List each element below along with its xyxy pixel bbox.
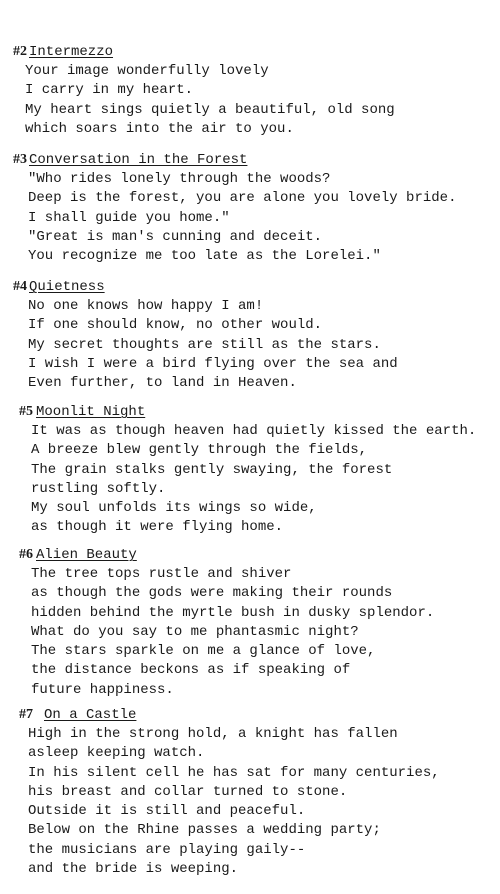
- poem-line: The stars sparkle on me a glance of love,: [31, 643, 376, 660]
- poem-heading: [0, 402, 500, 422]
- poem-title: Quietness: [29, 279, 105, 295]
- poem-line: the musicians are playing gaily--: [28, 841, 306, 858]
- poem-number: #3: [13, 152, 27, 167]
- poem-line: It was as though heaven had quietly kissed the earth.: [31, 423, 477, 439]
- poem-line: asleep keeping watch.: [28, 745, 205, 762]
- poem-title: On a Castle: [44, 707, 137, 723]
- poem-title: Conversation in the Forest: [29, 152, 248, 168]
- poem-number: #2: [13, 44, 27, 59]
- poem-lines: [0, 422, 500, 538]
- poem-line: A breeze blew gently through the fields,: [31, 442, 368, 459]
- poem-intermezzo: [0, 42, 500, 139]
- poem-line: What do you say to me phantasmic night?: [31, 623, 359, 640]
- poem-line: Your image wonderfully lovely: [25, 63, 269, 79]
- poem-line: My secret thoughts are still as the stars.: [28, 336, 381, 353]
- poem-line: Deep is the forest, you are alone you lovely bride.: [28, 190, 457, 207]
- poem-quietness: [0, 277, 500, 393]
- poem-line: "Who rides lonely through the woods?: [28, 171, 331, 187]
- poem-line: as though it were flying home.: [31, 519, 284, 536]
- poem-on-a-castle: [0, 705, 500, 879]
- poem-line: which soars into the air to you.: [25, 120, 294, 137]
- poem-line: You recognize me too late as the Lorelei.": [28, 248, 381, 265]
- poem-lines: [0, 565, 500, 700]
- poem-line: Outside it is still and peaceful.: [28, 803, 306, 820]
- poem-line: I shall guide you home.": [28, 209, 230, 226]
- poem-line: as though the gods were making their rounds: [31, 585, 393, 602]
- poem-lines: [0, 62, 500, 139]
- poem-line: the distance beckons as if speaking of: [31, 662, 351, 679]
- poem-line: No one knows how happy I am!: [28, 298, 264, 314]
- poem-line: If one should know, no other would.: [28, 317, 323, 334]
- poem-heading: [0, 705, 500, 725]
- poem-line: The grain stalks gently swaying, the forest: [31, 461, 393, 478]
- poem-conversation-in-the-forest: [0, 150, 500, 266]
- poem-line: hidden behind the myrtle bush in dusky splendor.: [31, 604, 435, 621]
- poem-title: Intermezzo: [29, 44, 114, 60]
- poem-lines: [0, 170, 500, 266]
- poem-lines: [0, 297, 500, 393]
- poem-heading: [0, 150, 500, 170]
- poem-line: My soul unfolds its wings so wide,: [31, 500, 317, 517]
- poem-lines: [0, 725, 500, 879]
- poem-alien-beauty: [0, 545, 500, 700]
- poem-line: I wish I were a bird flying over the sea and: [28, 355, 398, 372]
- poem-title: Moonlit Night: [36, 404, 146, 420]
- poem-moonlit-night: [0, 402, 500, 538]
- poem-line: The tree tops rustle and shiver: [31, 566, 292, 582]
- poem-line: his breast and collar turned to stone.: [28, 783, 348, 800]
- poem-line: future happiness.: [31, 681, 174, 698]
- poem-title: Alien Beauty: [36, 547, 137, 563]
- poem-line: rustling softly.: [31, 480, 166, 497]
- poem-line: In his silent cell he has sat for many centuries,: [28, 764, 440, 781]
- poem-line: and the bride is weeping.: [28, 861, 239, 878]
- poem-number: #5: [19, 404, 33, 419]
- poem-line: High in the strong hold, a knight has fallen: [28, 726, 398, 742]
- poem-line: I carry in my heart.: [25, 82, 194, 99]
- poem-number: #6: [19, 547, 33, 562]
- poem-line: My heart sings quietly a beautiful, old song: [25, 101, 395, 118]
- poem-line: "Great is man's cunning and deceit.: [28, 228, 323, 245]
- poem-heading: [0, 545, 500, 565]
- poem-line: Below on the Rhine passes a wedding party;: [28, 822, 381, 839]
- poem-heading: [0, 42, 500, 62]
- poem-number: #4: [13, 279, 27, 294]
- poem-heading: [0, 277, 500, 297]
- poem-line: Even further, to land in Heaven.: [28, 375, 297, 392]
- poem-number: #7: [19, 707, 33, 722]
